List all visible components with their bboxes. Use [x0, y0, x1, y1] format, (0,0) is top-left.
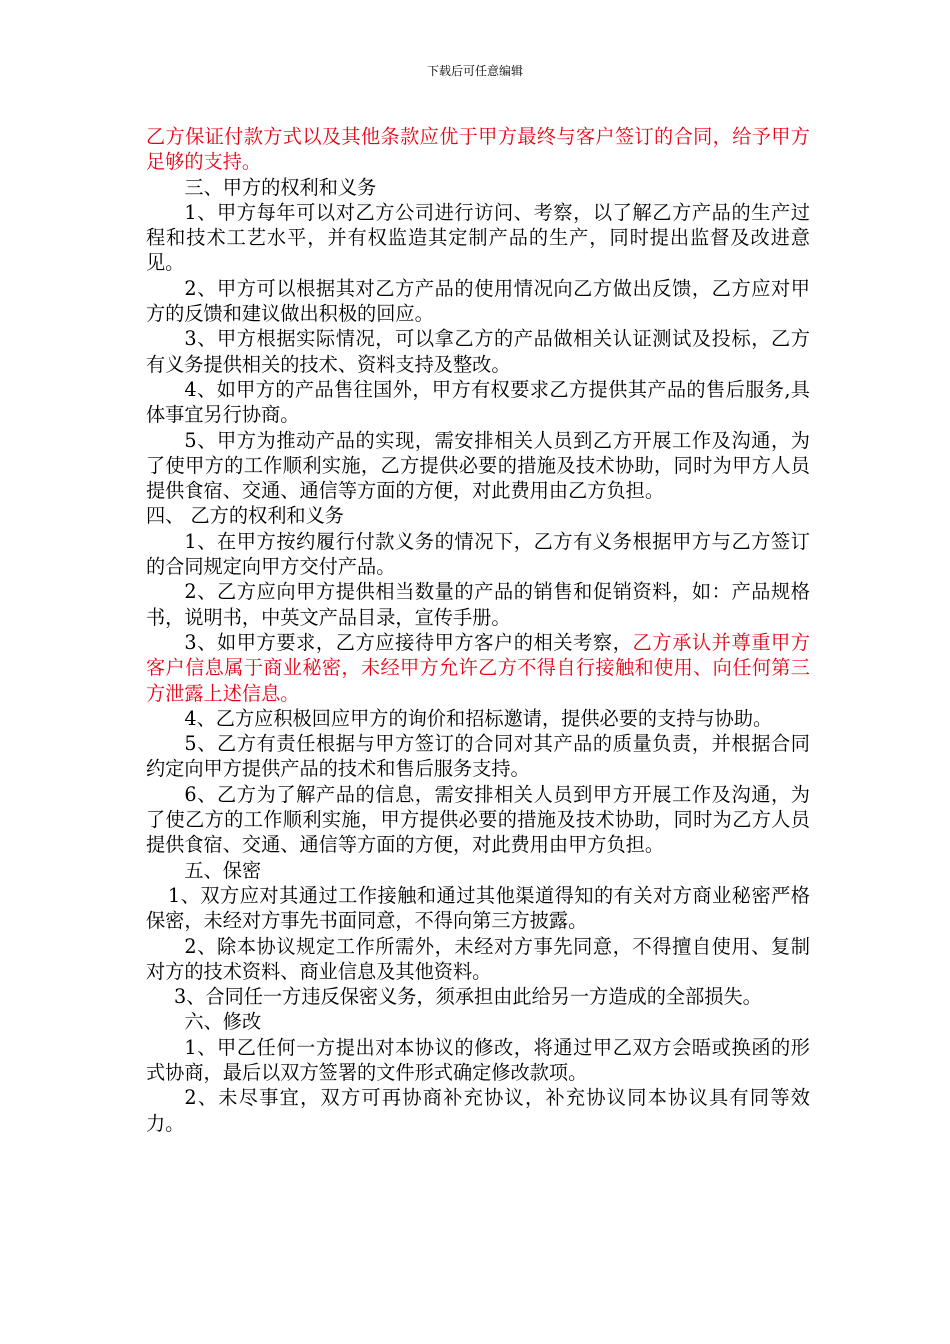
paragraph-text: 2、除本协议规定工作所需外，未经对方事先同意，不得擅自使用、复制对方的技术资料、商业信息及其他资料。: [146, 934, 810, 983]
paragraph: [146, 706, 810, 731]
paragraph-text: 五、保密: [184, 858, 262, 882]
paragraph: [146, 782, 810, 858]
paragraph: [146, 175, 810, 200]
paragraph: [146, 326, 810, 377]
paragraph-text: 1、甲方每年可以对乙方公司进行访问、考察，以了解乙方产品的生产过程和技术工艺水平，并有权监造其定制产品的生产，同时提出监督及改进意见。: [146, 200, 810, 275]
paragraph-text: 2、甲方可以根据其对乙方产品的使用情况向乙方做出反馈，乙方应对甲方的反馈和建议做出积极的回应。: [146, 276, 810, 326]
paragraph-text: 1、在甲方按约履行付款义务的情况下，乙方有义务根据甲方与乙方签订的合同规定向甲方交付产品。: [146, 529, 810, 579]
paragraph: [146, 883, 810, 934]
document-body: [146, 124, 810, 1136]
paragraph: [146, 579, 810, 630]
paragraph-text: 四、 乙方的权利和义务: [146, 504, 344, 528]
paragraph: [146, 503, 810, 528]
paragraph-text: 4、乙方应积极回应甲方的询价和招标邀请，提供必要的支持与协助。: [184, 706, 773, 730]
paragraph-text: 6、乙方为了解产品的信息，需安排相关人员到甲方开展工作及沟通，为了使乙方的工作顺利实施，甲方提供必要的措施及技术协助，同时为乙方人员提供食宿、交通、通信等方面的方便，对此费用由甲方负担。: [146, 782, 810, 857]
highlighted-text: 乙方保证付款方式以及其他条款应优于甲方最终与客户签订的合同，给予甲方足够的支持。: [146, 125, 810, 174]
paragraph: [146, 1085, 810, 1136]
paragraph-text: 3、合同任一方违反保密义务，须承担由此给另一方造成的全部损失。: [174, 985, 762, 1009]
paragraph-text: 5、甲方为推动产品的实现，需安排相关人员到乙方开展工作及沟通，为了使甲方的工作顺利实施，乙方提供必要的措施及技术协助，同时为甲方人员提供食宿、交通、通信等方面的方便，对此费用由乙方负担。: [146, 428, 810, 503]
paragraph-text: 5、乙方有责任根据与甲方签订的合同对其产品的质量负责，并根据合同约定向甲方提供产品的技术和售后服务支持。: [146, 732, 810, 781]
paragraph: [146, 630, 810, 706]
paragraph-text: 3、如甲方要求，乙方应接待甲方客户的相关考察，: [184, 630, 633, 654]
paragraph-text: 1、双方应对其通过工作接触和通过其他渠道得知的有关对方商业秘密严格保密，未经对方事先书面同意，不得向第三方披露。: [146, 883, 810, 933]
paragraph: [146, 276, 810, 327]
paragraph: [146, 377, 810, 428]
paragraph-text: 3、甲方根据实际情况，可以拿乙方的产品做相关认证测试及投标，乙方有义务提供相关的技术、资料支持及整改。: [146, 327, 810, 376]
paragraph: [146, 731, 810, 782]
paragraph-text: 2、未尽事宜，双方可再协商补充协议，补充协议同本协议具有同等效力。: [146, 1086, 810, 1135]
paragraph: [146, 200, 810, 276]
paragraph-text: 1、甲乙任何一方提出对本协议的修改，将通过甲乙双方会晤或换函的形式协商，最后以双方签署的文件形式确定修改款项。: [146, 1035, 810, 1084]
paragraph-text: 2、乙方应向甲方提供相当数量的产品的销售和促销资料，如：产品规格书，说明书，中英文产品目录，宣传手册。: [146, 580, 810, 629]
paragraph: [146, 1009, 810, 1034]
paragraph: [146, 984, 810, 1009]
paragraph: [146, 934, 810, 985]
paragraph: [146, 428, 810, 504]
paragraph: [146, 124, 810, 175]
paragraph-text: 六、修改: [184, 1010, 262, 1034]
paragraph-text: 4、如甲方的产品售往国外，甲方有权要求乙方提供其产品的售后服务,具体事宜另行协商。: [146, 377, 810, 427]
paragraph-text: 三、甲方的权利和义务: [184, 175, 377, 199]
page-header: 下载后可任意编辑: [426, 64, 523, 78]
highlighted-text: 乙方承认并尊重甲方客户信息属于商业秘密，未经甲方允许乙方不得自行接触和使用、向任何第三方泄露上述信息。: [146, 630, 810, 705]
paragraph: [146, 529, 810, 580]
paragraph: [146, 858, 810, 883]
paragraph: [146, 1035, 810, 1086]
